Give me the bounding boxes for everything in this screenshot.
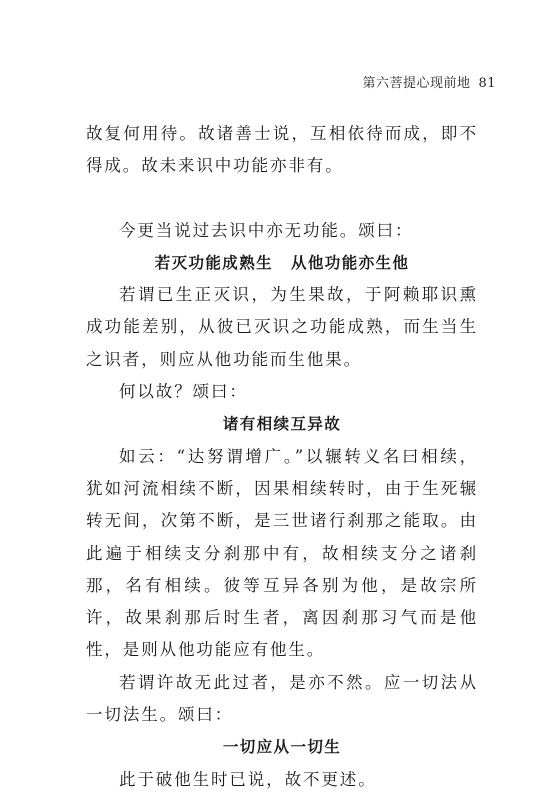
paragraph-gap [86, 183, 478, 215]
paragraph-5: 如云：“达努谓增广。”以辗转义名曰相续，犹如河流相续不断，因果相续转时，由于生死辗转无间，次第不断，是三世诸行刹那之能取。由此遍于相续支分刹那中有，故相续支分之诸刹那，名有相续。彼等互异各别为他，是故宗所许，故果刹那后时生者，离因刹那习气而是他性，是则从他功能应有他生。 [86, 446, 478, 660]
paragraph-6: 若谓许故无此过者，是亦不然。应一切法从一切法生。颂曰： [86, 672, 478, 725]
body-text [86, 118, 478, 796]
paragraph-2: 今更当说过去识中亦无功能。颂曰： [119, 220, 414, 240]
paragraph-3: 若谓已生正灭识，为生果故，于阿赖耶识熏成功能差别，从彼已灭识之功能成熟，而生当生之识者，则应从他功能而生他果。 [86, 285, 478, 369]
verse-1-line-b: 从他功能亦生他 [291, 253, 410, 272]
paragraph-7: 此于破他生时已说，故不更述。 [119, 769, 377, 789]
verse-1-line-a: 若灭功能成熟生 [154, 253, 273, 272]
verse-2: 诸有相续互异故 [222, 415, 342, 434]
chapter-title: 第六菩提心现前地 [362, 76, 471, 91]
verse-3: 一切应从一切生 [222, 738, 342, 757]
verse-1 [86, 247, 478, 279]
paragraph-4: 何以故？颂曰： [119, 382, 248, 402]
paragraph-1: 故复何用待。故诸善士说，互相依待而成，即不得成。故未来识中功能亦非有。 [86, 124, 478, 176]
page-number: 81 [478, 76, 496, 91]
running-header [362, 72, 496, 91]
